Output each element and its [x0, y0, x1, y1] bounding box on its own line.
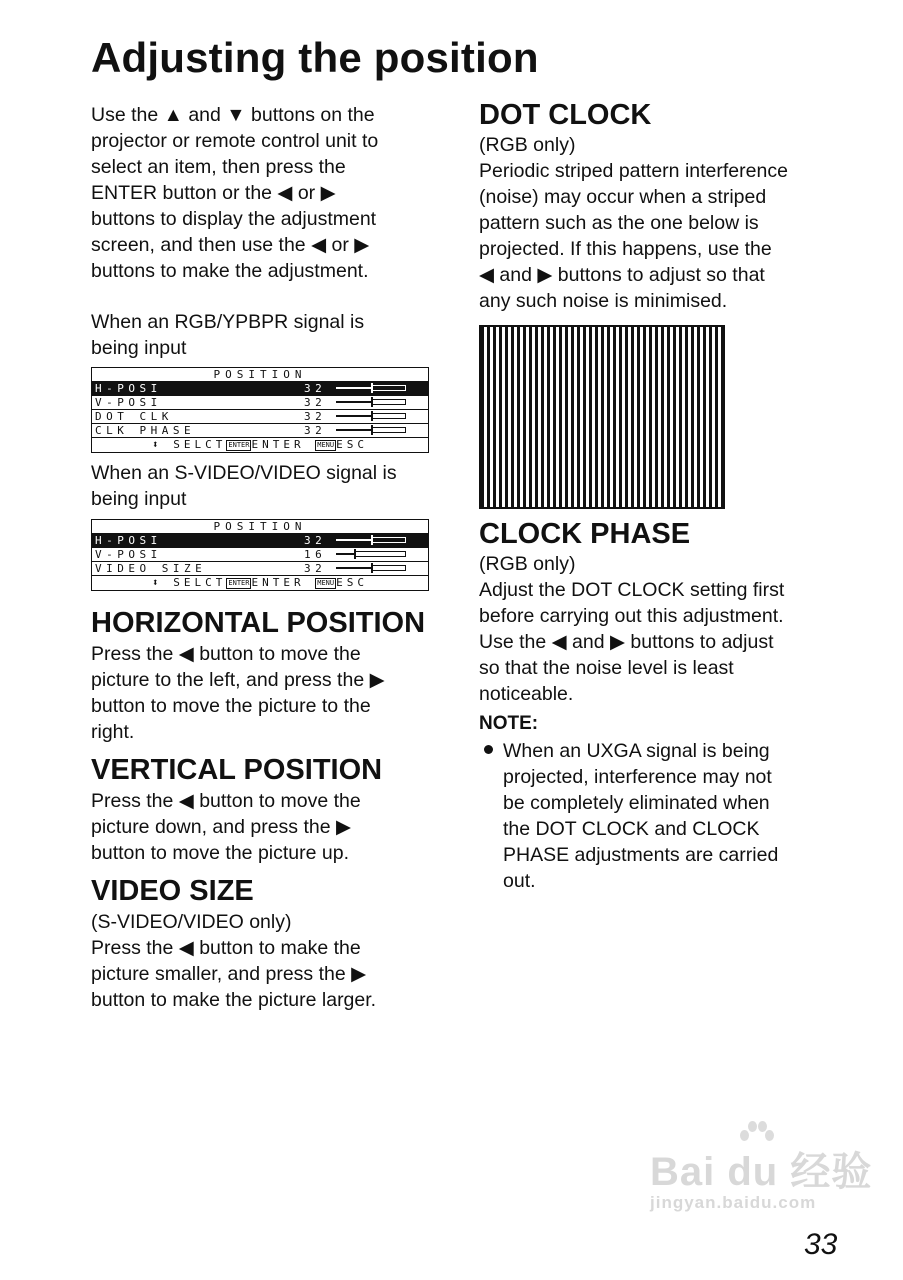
slider-track — [372, 537, 406, 543]
text-line: picture down, and press the ▶ — [91, 816, 351, 838]
text-line: Adjust the DOT CLOCK setting first — [479, 579, 785, 601]
slider-track — [372, 399, 406, 405]
paw-logo-icon — [738, 1120, 772, 1150]
menu-row-value: 32 — [304, 382, 327, 395]
slider-fill — [336, 567, 371, 569]
video-caption-lines — [91, 460, 441, 512]
video-size-heading: VIDEO SIZE — [91, 875, 254, 907]
video-position-menu — [91, 519, 429, 591]
text-line: out. — [503, 870, 536, 892]
bullet-icon — [484, 745, 493, 754]
rgb-position-menu — [91, 367, 429, 453]
text-line: ENTER button or the ◀ or ▶ — [91, 182, 336, 204]
note-lines — [503, 738, 843, 894]
menu-row[interactable] — [92, 561, 428, 575]
slider-knob[interactable] — [371, 563, 373, 573]
slider-fill — [336, 387, 371, 389]
enter-key-icon: ENTER — [228, 578, 250, 587]
clock-phase-section — [479, 517, 839, 707]
menu-row-label: H-POSI — [95, 382, 162, 395]
horizontal-heading: HORIZONTAL POSITION — [91, 607, 426, 639]
text-line: the DOT CLOCK and CLOCK — [503, 818, 760, 840]
text-line: button to make the picture larger. — [91, 989, 377, 1011]
text-line: Use the ▲ and ▼ buttons on the — [91, 104, 375, 126]
slider-knob[interactable] — [354, 549, 356, 559]
slider-knob[interactable] — [371, 425, 373, 435]
menu-title: POSITION — [213, 520, 307, 533]
vertical-text — [91, 788, 441, 866]
text-line: When an RGB/YPBPR signal is — [91, 311, 365, 333]
video-caption — [91, 460, 441, 512]
menu-row[interactable] — [92, 409, 428, 423]
text-line: pattern such as the one below is — [479, 212, 759, 234]
esc-label: ESC — [336, 576, 368, 589]
menu-title: POSITION — [213, 368, 307, 381]
slider-fill — [336, 429, 371, 431]
video-size-text — [91, 909, 441, 1013]
text-line: (RGB only) — [479, 134, 576, 156]
dot-clock-section — [479, 98, 839, 314]
menu-row-value: 16 — [304, 548, 327, 561]
slider-track — [372, 565, 406, 571]
enter-label: ENTER — [251, 438, 305, 451]
text-line: projected, interference may not — [503, 766, 772, 788]
menu-row-value: 32 — [304, 410, 327, 423]
horizontal-section — [91, 606, 451, 745]
slider-track — [355, 551, 406, 557]
menu-row-label: V-POSI — [95, 548, 162, 561]
menu-row-label: CLK PHASE — [95, 424, 196, 437]
text-line: buttons to make the adjustment. — [91, 260, 369, 282]
baidu-jingyan-watermark — [650, 1140, 872, 1213]
text-line: Press the ◀ button to make the — [91, 937, 361, 959]
level-slider[interactable] — [336, 567, 406, 569]
dot-clock-text — [479, 132, 839, 314]
enter-label: ENTER — [251, 576, 305, 589]
note-text — [503, 738, 843, 894]
menu-row[interactable] — [92, 547, 428, 561]
dot-clock-heading: DOT CLOCK — [479, 99, 652, 131]
slider-knob[interactable] — [371, 397, 373, 407]
intro-paragraph — [91, 102, 441, 284]
horizontal-text — [91, 641, 451, 745]
text-line: before carrying out this adjustment. — [479, 605, 784, 627]
text-line: be completely eliminated when — [503, 792, 770, 814]
rgb-caption — [91, 309, 441, 361]
level-slider[interactable] — [336, 429, 406, 431]
enter-key-icon: ENTER — [228, 440, 250, 449]
text-line: being input — [91, 337, 187, 359]
select-label: SELCT — [173, 438, 227, 451]
esc-label: ESC — [336, 438, 368, 451]
text-line: picture smaller, and press the ▶ — [91, 963, 367, 985]
watermark-main-text: Bai du 经验 — [650, 1150, 873, 1194]
level-slider[interactable] — [336, 415, 406, 417]
rgb-caption-lines — [91, 309, 441, 361]
menu-footer — [92, 575, 428, 590]
text-line: Press the ◀ button to move the — [91, 643, 361, 665]
slider-knob[interactable] — [371, 383, 373, 393]
menu-row[interactable] — [92, 533, 428, 547]
menu-row-label: VIDEO SIZE — [95, 562, 207, 575]
menu-key-icon: MENU — [317, 440, 335, 449]
text-line: (noise) may occur when a striped — [479, 186, 767, 208]
text-line: select an item, then press the — [91, 156, 346, 178]
menu-row-value: 32 — [304, 424, 327, 437]
level-slider[interactable] — [336, 539, 406, 541]
menu-key-icon: MENU — [317, 578, 335, 587]
text-line: button to move the picture up. — [91, 842, 349, 864]
slider-fill — [336, 553, 354, 555]
page-number: 33 — [804, 1228, 838, 1261]
slider-fill — [336, 401, 371, 403]
menu-row[interactable] — [92, 395, 428, 409]
text-line: PHASE adjustments are carried — [503, 844, 779, 866]
clock-phase-heading: CLOCK PHASE — [479, 518, 691, 550]
text-line: When an S-VIDEO/VIDEO signal is — [91, 462, 397, 484]
up-down-arrows-icon: ⬍ — [152, 438, 174, 451]
slider-knob[interactable] — [371, 411, 373, 421]
text-line: noticeable. — [479, 683, 574, 705]
clock-phase-text — [479, 551, 839, 707]
text-line: projector or remote control unit to — [91, 130, 379, 152]
level-slider[interactable] — [336, 553, 406, 555]
vertical-heading: VERTICAL POSITION — [91, 754, 383, 786]
text-line: right. — [91, 721, 135, 743]
slider-track — [372, 413, 406, 419]
up-down-arrows-icon: ⬍ — [152, 576, 174, 589]
slider-fill — [336, 415, 371, 417]
menu-row-label: V-POSI — [95, 396, 162, 409]
slider-fill — [336, 539, 371, 541]
text-line: picture to the left, and press the ▶ — [91, 669, 385, 691]
striped-pattern-illustration — [479, 325, 725, 509]
menu-row-value: 32 — [304, 396, 327, 409]
menu-row[interactable] — [92, 381, 428, 395]
intro-lines — [91, 102, 441, 284]
level-slider[interactable] — [336, 401, 406, 403]
text-line: being input — [91, 488, 187, 510]
text-line: screen, and then use the ◀ or ▶ — [91, 234, 370, 256]
menu-row-label: DOT CLK — [95, 410, 173, 423]
slider-knob[interactable] — [371, 535, 373, 545]
menu-row-value: 32 — [304, 562, 327, 575]
text-line: ◀ and ▶ buttons to adjust so that — [479, 264, 765, 286]
text-line: (RGB only) — [479, 553, 576, 575]
text-line: Use the ◀ and ▶ buttons to adjust — [479, 631, 774, 653]
note-title: NOTE: — [479, 713, 539, 734]
text-line: Periodic striped pattern interference — [479, 160, 788, 182]
text-line: projected. If this happens, use the — [479, 238, 772, 260]
video-size-section — [91, 874, 441, 1013]
text-line: When an UXGA signal is being — [503, 740, 770, 762]
text-line: button to move the picture to the — [91, 695, 371, 717]
watermark-url-text: jingyan.baidu.com — [650, 1193, 817, 1212]
menu-row-value: 32 — [304, 534, 327, 547]
text-line: so that the noise level is least — [479, 657, 734, 679]
slider-track — [372, 427, 406, 433]
text-line: (S-VIDEO/VIDEO only) — [91, 911, 292, 933]
text-line: Press the ◀ button to move the — [91, 790, 361, 812]
menu-footer — [92, 437, 428, 452]
text-line: any such noise is minimised. — [479, 290, 728, 312]
slider-track — [372, 385, 406, 391]
select-label: SELCT — [173, 576, 227, 589]
vertical-section — [91, 753, 441, 866]
menu-row[interactable] — [92, 423, 428, 437]
page-title: Adjusting the position — [91, 34, 539, 81]
text-line: buttons to display the adjustment — [91, 208, 377, 230]
menu-row-label: H-POSI — [95, 534, 162, 547]
level-slider[interactable] — [336, 387, 406, 389]
